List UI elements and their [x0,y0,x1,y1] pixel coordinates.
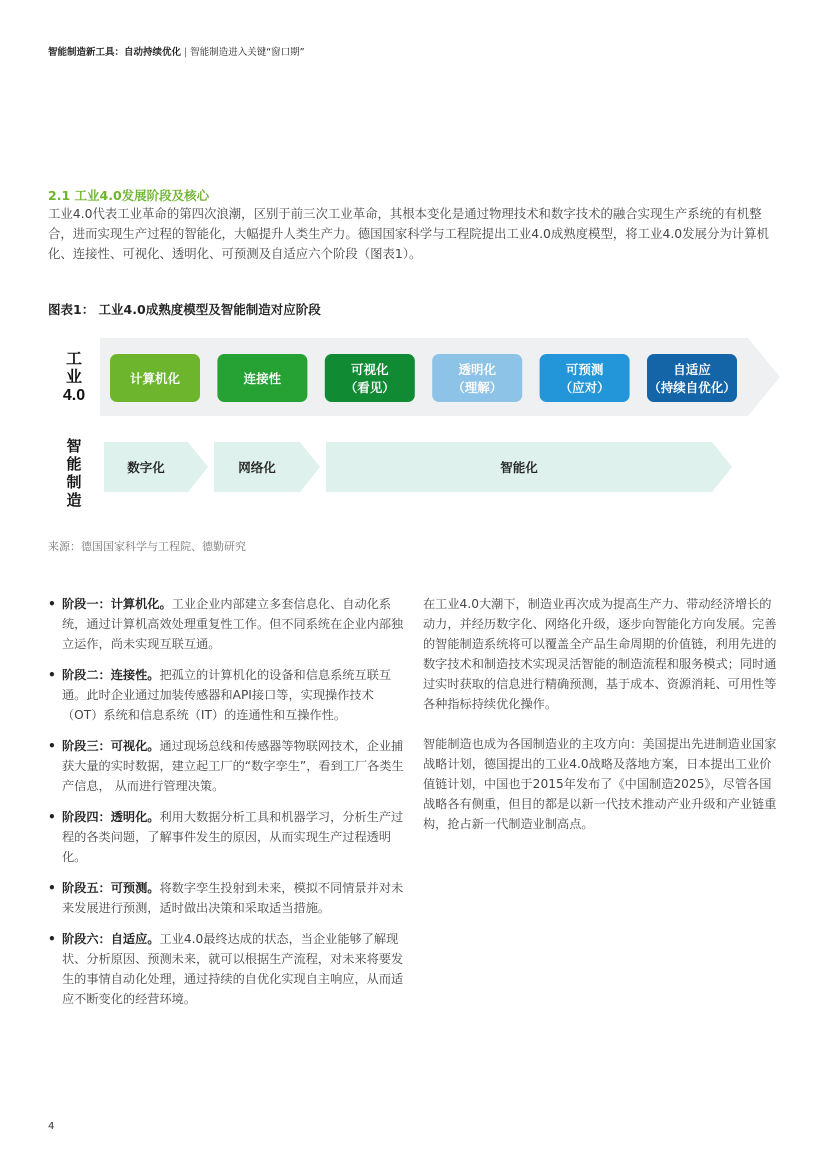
stage-item [48,878,404,918]
bullet: • [48,597,56,611]
running-header [48,44,305,58]
smart-stage [104,442,208,492]
industry-stage-sublabel: （持续自优化） [648,381,736,395]
stage-text: 利用大数据分析工具和机器学习，分析生产过程的各类问题，了解事件发生的原因，从而实现生产过程透明化。 [62,810,404,864]
stage-item [48,594,404,654]
header-subtitle: 智能制造进入关键“窗口期” [190,47,305,58]
industry-stage [325,354,415,402]
header-separator: | [184,47,188,58]
stage-text: 把孤立的计算机化的设备和信息系统互联互通。此时企业通过加装传感器和API接口等，实现操作技术（OT）系统和信息系统（IT）的连通性和互操作性。 [62,668,392,722]
page-number: 4 [48,1121,55,1132]
stage-label: 阶段四：透明化。 [62,810,160,824]
industry-stage [110,354,200,402]
stage-label: 阶段三：可视化。 [62,739,160,753]
row-label-smart-1: 智 [66,438,82,455]
stage-item [48,929,404,1009]
right-column [423,594,783,854]
body-paragraph: 智能制造也成为各国制造业的主攻方向：美国提出先进制造业国家战略计划，德国提出的工业4.0战略及落地方案，日本提出工业价值链计划，中国也于2015年发布了《中国制造2025》，尽管各国战略各有侧重，但目的都是以新一代技术推动产业升级和产业链重构，抢占新一代制造业制高点。 [423,737,777,831]
industry-stage-label: 计算机化 [129,372,181,386]
stage-text: 通过现场总线和传感器等物联网技术，企业捕获大量的实时数据，建立起工厂的“数字孪生”，看到工厂各类生产信息， 从而进行管理决策。 [62,739,404,793]
industry-stage-label: 连接性 [243,372,282,386]
smart-stage [326,442,732,492]
stage-list [48,594,404,1020]
header-title: 智能制造新工具：自动持续优化 [48,47,182,58]
industry-stage [540,354,630,402]
industry-stage-label: 透明化 [458,363,496,377]
stage-label: 阶段一：计算机化。 [62,597,172,611]
industry-stage-sublabel: （看见） [344,381,395,395]
industry-stage [432,354,522,402]
stage-label: 阶段二：连接性。 [62,668,160,682]
figure-title: 图表1： 工业4.0成熟度模型及智能制造对应阶段 [48,302,321,317]
smart-stage-label: 智能化 [500,461,538,475]
industry-stage-sublabel: （理解） [452,381,503,395]
body-paragraph: 在工业4.0大潮下，制造业再次成为提高生产力、带动经济增长的动力，并经历数字化、网络化升级，逐步向智能化方向发展。完善的智能制造系统将可以覆盖全产品生命周期的价值链，利用先进的数字技术和制造技术实现灵活智能的制造流程和服务模式；同时通过实时获取的信息进行精确预测，基于成本、资源消耗、可用性等各种指标持续优化操作。 [423,597,777,711]
bullet: • [48,668,56,682]
stage-label: 阶段五：可预测。 [62,881,160,895]
stage-item [48,807,404,867]
stage-label: 阶段六：自适应。 [62,932,160,946]
figure-source: 来源：德国国家科学与工程院、德勤研究 [48,540,246,553]
stage-item [48,665,404,725]
stage-item [48,736,404,796]
stage-text: 工业4.0最终达成的状态，当企业能够了解现状、分析原因、预测未来，就可以根据生产流程，对未来将要发生的事情自动化处理，通过持续的自优化实现自主响应，从而适应不断变化的经营环境。 [62,932,404,1006]
industry-stage-label: 可视化 [351,363,389,377]
maturity-diagram-svg [48,338,783,508]
industry-stage-label: 可预测 [565,363,604,377]
row-label-industry-3: 4.0 [62,387,86,404]
maturity-diagram [48,338,783,508]
smart-stage [214,442,320,492]
smart-stage-label: 数字化 [127,461,165,475]
bullet: • [48,881,56,895]
row-label-industry-2: 业 [65,369,83,386]
industry-stage [217,354,307,402]
row-label-smart-4: 造 [66,492,82,508]
bullet: • [48,739,56,753]
industry-stage [647,354,737,402]
section-title: 2.1 工业4.0发展阶段及核心 [48,188,210,203]
bullet: • [48,932,56,946]
industry-stage-label: 自适应 [673,363,711,377]
stage-text: 将数字孪生投射到未来，模拟不同情景并对未来发展进行预测，适时做出决策和采取适当措施。 [62,881,404,915]
row-label-smart-3: 制 [66,474,82,491]
stage-text: 工业企业内部建立多套信息化、自动化系统，通过计算机高效处理重复性工作。但不同系统在企业内部独立运作，尚未实现互联互通。 [62,597,404,651]
industry-stage-sublabel: （应对） [559,381,610,395]
bullet: • [48,810,56,824]
row-label-smart-2: 能 [66,456,82,473]
section-intro: 工业4.0代表工业革命的第四次浪潮，区别于前三次工业革命，其根本变化是通过物理技术和数字技术的融合实现生产系统的有机整合，进而实现生产过程的智能化，大幅提升人类生产力。德国国家科学与工程院提出工业4.0成熟度模型，将工业4.0发展分为计算机化、连接性、可视化、透明化、可预测及自适应六个阶段（图表1）。 [48,206,769,261]
row-label-industry-1: 工 [65,351,83,368]
smart-stage-label: 网络化 [238,461,276,475]
